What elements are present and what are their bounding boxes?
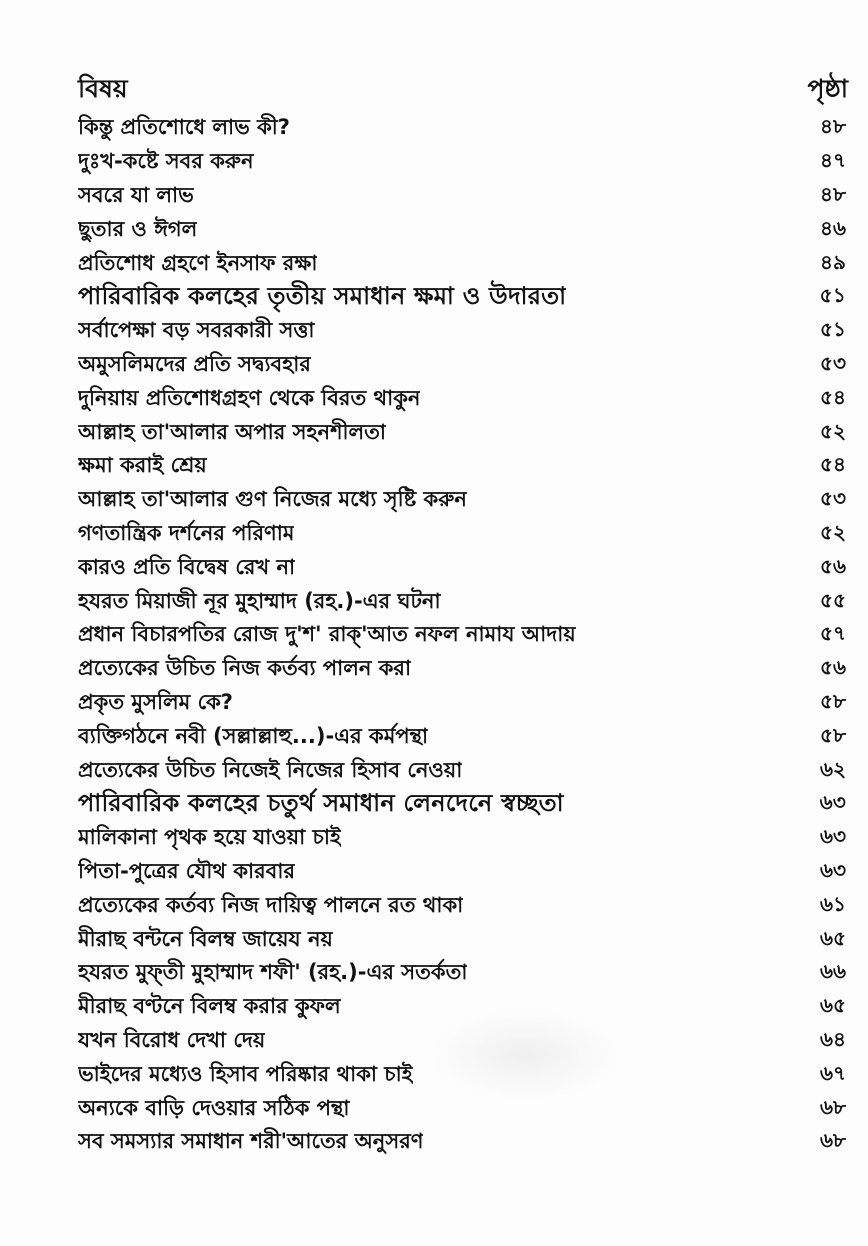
entry-title: অমুসলিমদের প্রতি সদ্ব্যবহার (78, 351, 311, 376)
entry-page-number: ৬৮ (820, 1128, 846, 1153)
entry-page-number: ৫৮ (820, 688, 846, 713)
entry-title: গণতান্ত্রিক দর্শনের পরিণাম (78, 520, 295, 545)
entry-title: প্রত্যেকের উচিত নিজেই নিজের হিসাব নেওয়া (78, 757, 463, 782)
entry-page-number: ৬৩ (819, 790, 846, 815)
toc-entry (78, 923, 850, 957)
entry-title: যখন বিরোধ দেখা দেয় (78, 1027, 266, 1052)
entry-title: আল্লাহ তা'আলার গুণ নিজের মধ্যে সৃষ্টি করুন (78, 487, 467, 512)
entry-page-number: ৬৫ (820, 993, 846, 1018)
toc-entry (78, 349, 850, 383)
entry-title: প্রত্যেকের উচিত নিজ কর্তব্য পালন করা (78, 656, 412, 681)
toc-section-heading (78, 788, 850, 822)
toc-entry (78, 416, 850, 450)
page-column-heading: পৃষ্ঠা (807, 74, 848, 103)
entry-page-number: ৬৭ (819, 1060, 846, 1085)
table-of-contents (78, 74, 850, 1160)
toc-entry (78, 180, 850, 214)
toc-entry (78, 720, 850, 754)
entry-title: পারিবারিক কলহের চতুর্থ সমাধান লেনদেনে স্বচ্ছতা (78, 788, 564, 817)
toc-entry (78, 247, 850, 281)
toc-section-heading (78, 281, 850, 315)
toc-entry (78, 754, 850, 788)
toc-entry (78, 146, 850, 180)
entry-title: মীরাছ বণ্টনে বিলম্ব করার কুফল (78, 994, 341, 1019)
entry-page-number: ৬১ (820, 891, 846, 916)
entry-page-number: ৫৬ (820, 655, 846, 680)
entry-title: দুঃখ-কষ্টে সবর করুন (78, 149, 254, 174)
entry-title: হযরত মুফ্তী মুহাম্মাদ শফী' (রহ.)-এর সতর্কতা (78, 960, 468, 985)
toc-entry (78, 518, 850, 552)
subject-column-heading: বিষয় (78, 74, 128, 103)
entry-page-number: ৪৭ (820, 148, 846, 173)
entry-title: ব্যক্তিগঠনে নবী (সল্লাল্লাহু...)-এর কর্মপন্থা (78, 723, 429, 748)
toc-entry (78, 213, 850, 247)
entry-title: ভাইদের মধ্যেও হিসাব পরিষ্কার থাকা চাই (78, 1061, 413, 1086)
entry-page-number: ৪৬ (820, 215, 846, 240)
entry-title: আল্লাহ তা'আলার অপার সহনশীলতা (78, 419, 386, 444)
entry-page-number: ৬৪ (820, 1026, 846, 1051)
toc-entry (78, 957, 850, 991)
entry-title: ক্ষমা করাই শ্রেয় (78, 453, 207, 478)
toc-entry (78, 551, 850, 585)
entry-page-number: ৬৫ (820, 925, 846, 950)
entry-title: সব সমস্যার সমাধান শরী'আতের অনুসরণ (78, 1129, 424, 1154)
entry-page-number: ৫৫ (820, 587, 846, 612)
entry-title: পিতা-পুত্রের যৌথ কারবার (78, 858, 296, 883)
toc-entry (78, 585, 850, 619)
entry-page-number: ৫৪ (820, 452, 846, 477)
entry-title: প্রত্যেকের কর্তব্য নিজ দায়িত্ব পালনে রত থাকা (78, 892, 464, 917)
entry-page-number: ৫৩ (820, 486, 846, 511)
toc-entry (78, 991, 850, 1025)
toc-header (78, 74, 850, 112)
entry-page-number: ৪৯ (820, 249, 846, 274)
toc-entry (78, 856, 850, 890)
entry-page-number: ৫৩ (820, 350, 846, 375)
toc-entry (78, 315, 850, 349)
entry-page-number: ৬৬ (819, 959, 846, 984)
entry-page-number: ৫১ (819, 283, 846, 308)
entry-page-number: ৫২ (820, 519, 846, 544)
entry-page-number: ৫৬ (820, 553, 846, 578)
entry-title: প্রকৃত মুসলিম কে? (78, 689, 233, 714)
entry-page-number: ৪৮ (820, 181, 846, 206)
toc-entry (78, 619, 850, 653)
entry-title: মালিকানা পৃথক হয়ে যাওয়া চাই (78, 825, 341, 850)
toc-entry (78, 382, 850, 416)
entry-title: হযরত মিয়াজী নূর মুহাম্মাদ (রহ.)-এর ঘটনা (78, 588, 441, 613)
entry-title: প্রধান বিচারপতির রোজ দু'শ' রাক্'আত নফল নামায আদায় (78, 622, 576, 647)
toc-list (78, 112, 850, 1160)
toc-entry (78, 484, 850, 518)
entry-page-number: ৫১ (820, 317, 846, 342)
toc-entry (78, 687, 850, 721)
toc-entry (78, 1058, 850, 1092)
entry-page-number: ৫৪ (820, 384, 846, 409)
entry-page-number: ৪৮ (820, 114, 846, 139)
entry-page-number: ৫২ (820, 418, 846, 443)
entry-page-number: ৬৩ (819, 824, 846, 849)
toc-entry (78, 889, 850, 923)
entry-title: সবরে যা লাভ (78, 183, 194, 207)
toc-entry (78, 653, 850, 687)
entry-title: ছুতার ও ঈগল (78, 216, 198, 241)
entry-title: সর্বাপেক্ষা বড় সবরকারী সত্তা (78, 318, 315, 343)
entry-page-number: ৬৮ (820, 1094, 846, 1119)
entry-page-number: ৬২ (819, 756, 846, 781)
entry-title: অন্যকে বাড়ি দেওয়ার সঠিক পন্থা (78, 1095, 350, 1120)
toc-entry (78, 1025, 850, 1059)
entry-title: মীরাছ বন্টনে বিলম্ব জায়েয নয় (78, 926, 333, 951)
entry-page-number: ৫৭ (820, 621, 846, 646)
entry-page-number: ৫৮ (820, 722, 846, 747)
entry-page-number: ৬৩ (819, 857, 846, 882)
entry-title: দুনিয়ায় প্রতিশোধগ্রহণ থেকে বিরত থাকুন (78, 385, 421, 410)
entry-title: পারিবারিক কলহের তৃতীয় সমাধান ক্ষমা ও উদারতা (78, 281, 567, 310)
entry-title: প্রতিশোধ গ্রহণে ইনসাফ রক্ষা (78, 250, 318, 275)
toc-entry (78, 1126, 850, 1160)
entry-title: কিন্তু প্রতিশোধে লাভ কী? (78, 115, 290, 140)
toc-entry (78, 1092, 850, 1126)
toc-entry (78, 450, 850, 484)
toc-entry (78, 822, 850, 856)
entry-title: কারও প্রতি বিদ্বেষ রেখ না (78, 554, 296, 579)
toc-entry (78, 112, 850, 146)
